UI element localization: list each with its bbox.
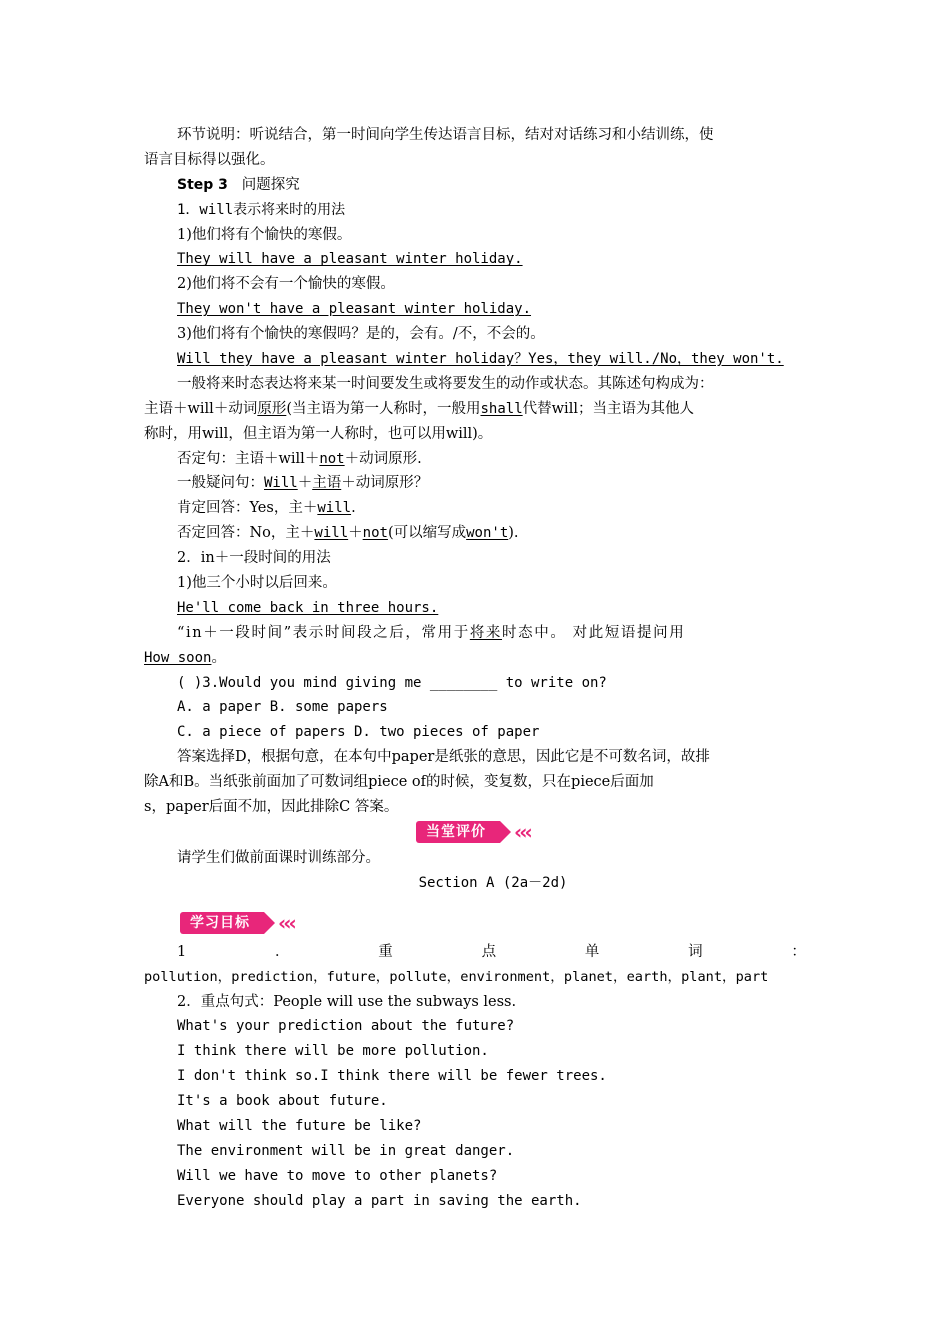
will-explain-3: 称时，用will，但主语为第一人称时，也可以用will)。 bbox=[144, 425, 493, 442]
will-q2-en-text: They won't have a pleasant winter holiday. bbox=[177, 301, 532, 318]
goal-1-colon: ： bbox=[791, 943, 806, 960]
goal-1-char-2: 点 bbox=[481, 943, 497, 960]
intro-line-2: 语言目标得以强化。 bbox=[144, 151, 275, 168]
negative-answer-d: ). bbox=[508, 525, 519, 542]
chevrons-left-icon: ‹‹‹ bbox=[514, 819, 530, 844]
will-explain-2-underline-2: shall bbox=[480, 400, 523, 417]
will-q1-en-text: They will have a pleasant winter holiday. bbox=[177, 251, 523, 268]
negative-answer-b: ＋ bbox=[348, 525, 363, 542]
will-q2-en bbox=[144, 297, 806, 322]
negative-answer-underline-2: not bbox=[362, 525, 388, 542]
will-explain-2-underline-1: 原形 bbox=[257, 400, 287, 417]
will-q3-en bbox=[144, 347, 806, 372]
sentence-item: Everyone should play a part in saving the earth. bbox=[177, 1192, 582, 1209]
question-rule-b: ＋ bbox=[297, 475, 313, 492]
classwork-instruction: 请学生们做前面课时训练部分。 bbox=[177, 849, 380, 866]
in-explain-c: 。 bbox=[211, 649, 226, 666]
sentence-item: It's a book about future. bbox=[177, 1093, 388, 1110]
quiz-question: ( )3.Would you mind giving me ________ to write on? bbox=[177, 674, 607, 691]
negative-answer-underline-3: won't bbox=[466, 525, 509, 542]
in-heading: 2．in＋一段时间的用法 bbox=[177, 550, 331, 567]
will-heading: 1．will表示将来时的用法 bbox=[177, 201, 346, 218]
in-explain-underline-2: How soon bbox=[144, 649, 212, 666]
goal-2-heading: 2．重点句式：People will use the subways less. bbox=[177, 993, 517, 1010]
will-q2-cn: 2)他们将不会有一个愉快的寒假。 bbox=[177, 276, 395, 293]
in-explain-underline: 将来 bbox=[469, 624, 503, 641]
goals-banner-label: 学习目标 bbox=[180, 912, 264, 934]
section-title: Section A (2a－2d) bbox=[418, 874, 568, 891]
question-rule bbox=[144, 471, 806, 496]
sentence-item: What's your prediction about the future? bbox=[177, 1018, 515, 1035]
will-q1-cn: 1)他们将有个愉快的寒假。 bbox=[177, 226, 352, 243]
negative-rule-underline: not bbox=[319, 450, 345, 467]
sentence-item: Will we have to move to other planets? bbox=[177, 1167, 498, 1184]
will-explain-2c: 代替will；当主语为其他人 bbox=[522, 400, 694, 417]
goal-1-heading bbox=[144, 940, 806, 965]
question-rule-c: ＋动词原形？ bbox=[341, 475, 429, 492]
in-q1-cn: 1)他三个小时以后回来。 bbox=[177, 575, 337, 592]
question-rule-underline-2: 主语 bbox=[312, 475, 342, 492]
in-q1-en-text: He'll come back in three hours. bbox=[177, 599, 439, 616]
quiz-options-cd: C. a piece of papers D. two pieces of paper bbox=[177, 724, 540, 741]
will-explain-2 bbox=[144, 397, 806, 422]
positive-answer-rule bbox=[144, 496, 806, 521]
goal-1-words: pollution，prediction，future，pollute，environment，planet，earth，plant，part bbox=[144, 968, 769, 985]
positive-answer-a: 肯定回答：Yes，主＋ bbox=[177, 500, 318, 517]
intro-line-1: 环节说明：听说结合，第一时间向学生传达语言目标，结对对话练习和小结训练，使 bbox=[177, 127, 714, 143]
in-explain-2 bbox=[144, 646, 806, 671]
will-q3-en-text: Will they have a pleasant winter holiday？Yes，they will./No，they won't. bbox=[177, 351, 784, 368]
goal-1-number: 1 bbox=[177, 943, 187, 960]
question-rule-a: 一般疑问句： bbox=[177, 475, 264, 492]
in-explain-a: “in＋一段时间”表示时间段之后，常用于 bbox=[177, 624, 470, 641]
evaluation-banner-label: 当堂评价 bbox=[416, 821, 500, 843]
will-q3-cn: 3)他们将有个愉快的寒假吗？是的，会有。/不，不会的。 bbox=[177, 326, 545, 343]
in-explain-b: 时态中。 对此短语提问用 bbox=[502, 624, 686, 641]
positive-answer-underline: will bbox=[317, 500, 352, 517]
chevrons-left-icon: ‹‹‹ bbox=[278, 910, 294, 935]
quiz-answer-3: s，paper后面不加，因此排除C 答案。 bbox=[144, 799, 399, 816]
negative-rule-a: 否定句：主语＋will＋ bbox=[177, 450, 320, 467]
step3-label: Step 3 bbox=[177, 176, 228, 193]
positive-answer-b: . bbox=[351, 500, 356, 517]
will-q1-en bbox=[144, 247, 806, 272]
in-explain-1 bbox=[144, 621, 806, 646]
goals-banner bbox=[180, 912, 294, 934]
sentence-item: I think there will be more pollution. bbox=[177, 1043, 489, 1060]
document-page bbox=[144, 123, 806, 1214]
negative-answer-a: 否定回答：No，主＋ bbox=[177, 525, 315, 542]
banner-row-evaluation bbox=[144, 820, 806, 846]
goal-1-dot: ． bbox=[275, 943, 290, 960]
will-explain-2a: 主语＋will＋动词 bbox=[144, 400, 258, 417]
goal-1-char-4: 词 bbox=[688, 943, 703, 960]
negative-answer-c: (可以缩写成 bbox=[387, 525, 467, 542]
quiz-answer-1: 答案选择D，根据句意，在本句中paper是纸张的意思，因此它是不可数名词，故排 bbox=[177, 749, 710, 766]
banner-row-goals bbox=[144, 896, 806, 940]
goal-1-char-1: 重 bbox=[378, 943, 393, 960]
will-explain-1: 一般将来时态表达将来某一时间要发生或将要发生的动作或状态。其陈述句构成为： bbox=[177, 375, 714, 392]
negative-rule-b: ＋动词原形. bbox=[344, 450, 422, 467]
sentence-item: What will the future be like? bbox=[177, 1117, 422, 1134]
negative-rule bbox=[144, 447, 806, 472]
negative-answer-rule bbox=[144, 521, 806, 546]
quiz-options-ab: A. a paper B. some papers bbox=[177, 699, 388, 716]
step3-title: 问题探究 bbox=[241, 176, 300, 193]
in-q1-en bbox=[144, 596, 806, 621]
quiz-answer-2: 除A和B。当纸张前面加了可数词组piece of的时候，变复数，只在piece后面加 bbox=[144, 774, 654, 791]
goal-1-char-3: 单 bbox=[584, 943, 600, 960]
question-rule-underline-1: Will bbox=[264, 475, 298, 492]
sentence-item: I don't think so.I think there will be fewer trees. bbox=[177, 1068, 607, 1085]
sentence-item: The environment will be in great danger. bbox=[177, 1142, 515, 1159]
negative-answer-underline-1: will bbox=[314, 525, 349, 542]
step3-heading bbox=[144, 173, 806, 198]
will-explain-2b: (当主语为第一人称时，一般用 bbox=[286, 400, 481, 417]
evaluation-banner bbox=[416, 821, 530, 843]
